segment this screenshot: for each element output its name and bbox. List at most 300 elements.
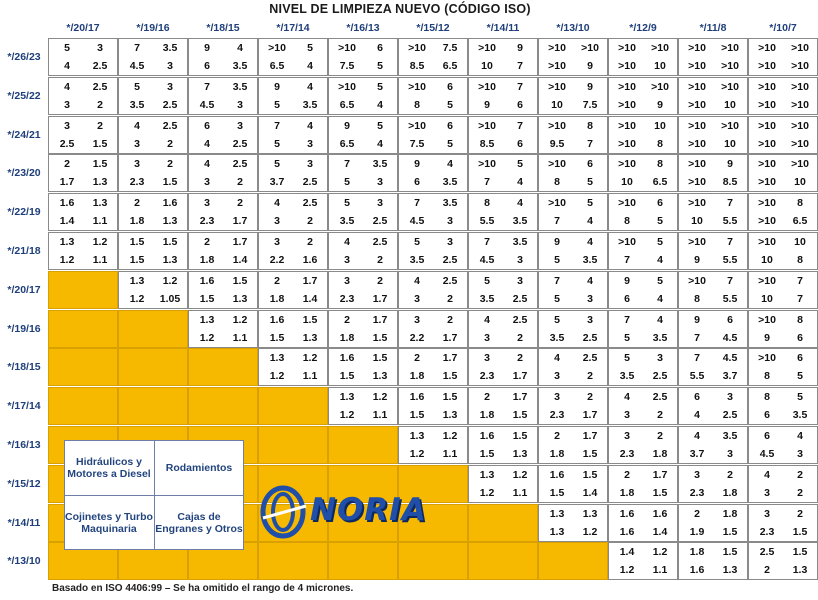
cell-value: 5 <box>344 197 350 210</box>
cell-value: 3.5 <box>409 254 425 266</box>
cell-value: 2.2 <box>409 331 425 344</box>
cell-value: 3 <box>134 137 140 150</box>
cell-value: 2 <box>237 176 243 189</box>
cell-value: >10 <box>268 42 286 54</box>
table-cell <box>188 232 258 270</box>
table-cell <box>748 38 818 76</box>
cell-value: 6.5 <box>442 60 458 72</box>
cell-value: 5 <box>587 176 593 189</box>
empty-cell <box>48 310 118 348</box>
cell-value: 10 <box>654 119 666 132</box>
table-cell <box>468 154 538 192</box>
table-cell <box>188 77 258 115</box>
cell-value: 2.5 <box>759 546 775 559</box>
cell-value: 1.5 <box>792 546 808 559</box>
empty-cell <box>258 426 328 464</box>
cell-value: 3 <box>307 137 313 150</box>
cell-value: 9 <box>587 60 593 72</box>
cell-value: 1.2 <box>339 409 355 422</box>
table-cell <box>398 271 468 309</box>
cell-value: 6 <box>764 430 770 442</box>
cell-value: 3.5 <box>162 42 178 54</box>
cell-value: 4.5 <box>722 331 738 344</box>
cell-value: 2 <box>167 158 173 171</box>
table-cell <box>468 426 538 464</box>
cell-value: 3 <box>764 507 770 520</box>
cell-value: 2 <box>657 409 663 422</box>
cell-value: 7 <box>204 80 210 93</box>
cell-value: 6 <box>204 119 210 132</box>
cell-value: 1.5 <box>92 137 108 150</box>
table-cell <box>608 271 678 309</box>
cell-value: 9 <box>554 236 560 248</box>
cell-value: 5 <box>447 137 453 150</box>
table-cell <box>398 426 468 464</box>
table-cell <box>118 193 188 231</box>
table-cell <box>468 232 538 270</box>
cell-value: >10 <box>758 236 776 248</box>
table-cell <box>48 38 118 76</box>
cell-value: 7 <box>134 42 140 54</box>
cell-value: 1.6 <box>652 507 668 520</box>
cell-value: 2 <box>587 391 593 404</box>
cell-value: 2 <box>97 119 103 132</box>
cell-value: 4 <box>274 197 280 210</box>
cell-value: >10 <box>651 42 669 54</box>
cell-value: 1.3 <box>372 370 388 383</box>
cell-value: 1.2 <box>129 292 145 305</box>
table-cell <box>468 77 538 115</box>
cell-value: >10 <box>688 119 706 132</box>
cell-value: 1.5 <box>549 486 565 499</box>
cell-value: 1.5 <box>162 176 178 189</box>
table-cell <box>188 310 258 348</box>
table-cell <box>258 310 328 348</box>
cell-value: 1.3 <box>442 409 458 422</box>
cell-value: 2.5 <box>442 254 458 266</box>
table-cell <box>608 77 678 115</box>
empty-cell <box>118 348 188 386</box>
table-cell <box>118 271 188 309</box>
cell-value: 3 <box>204 176 210 189</box>
cell-value: 1.2 <box>232 313 248 326</box>
cell-value: 4 <box>447 158 453 171</box>
table-cell <box>748 348 818 386</box>
cell-value: 7.5 <box>582 98 598 111</box>
cell-value: 8 <box>797 254 803 266</box>
noria-drop-icon <box>258 484 318 544</box>
cell-value: 2 <box>307 215 313 228</box>
cell-value: >10 <box>408 80 426 93</box>
cell-value: >10 <box>548 60 566 72</box>
cell-value: 3 <box>307 158 313 171</box>
cell-value: >10 <box>688 176 706 189</box>
cell-value: 1.7 <box>372 313 388 326</box>
table-cell <box>678 504 748 542</box>
column-header: */16/13 <box>346 22 380 34</box>
cell-value: 3 <box>554 370 560 383</box>
empty-cell <box>258 387 328 425</box>
empty-cell <box>328 542 398 580</box>
cell-value: >10 <box>618 197 636 210</box>
cell-value: 7 <box>797 292 803 305</box>
cell-value: 7 <box>694 331 700 344</box>
table-cell <box>538 348 608 386</box>
table-cell <box>48 232 118 270</box>
cell-value: 4 <box>307 80 313 93</box>
cell-value: 7 <box>484 236 490 248</box>
cell-value: >10 <box>688 197 706 210</box>
cell-value: 1.7 <box>582 409 598 422</box>
cell-value: >10 <box>338 80 356 93</box>
cell-value: 5.5 <box>479 215 495 228</box>
cell-value: 2 <box>344 313 350 326</box>
cell-value: 2 <box>694 507 700 520</box>
cell-value: 4 <box>797 430 803 442</box>
cell-value: 9.5 <box>549 137 565 150</box>
cell-value: 1.3 <box>92 197 108 210</box>
table-cell <box>398 38 468 76</box>
cell-value: 1.6 <box>479 430 495 442</box>
cell-value: 4 <box>377 98 383 111</box>
cell-value: 6 <box>727 313 733 326</box>
cell-value: 1.6 <box>339 352 355 365</box>
cell-value: >10 <box>791 60 809 72</box>
cell-value: 1.3 <box>792 564 808 577</box>
cell-value: 1.6 <box>302 254 318 266</box>
cell-value: 2.5 <box>232 137 248 150</box>
cell-value: 2 <box>657 430 663 442</box>
empty-cell <box>328 426 398 464</box>
cell-value: >10 <box>408 119 426 132</box>
cell-value: 1.6 <box>409 391 425 404</box>
cell-value: 1.5 <box>129 236 145 248</box>
cell-value: 1.3 <box>162 215 178 228</box>
cell-value: >10 <box>688 80 706 93</box>
legend-hydraulics: Hidráulicos y Motores a Diesel <box>67 456 151 480</box>
cell-value: 6 <box>447 80 453 93</box>
cell-value: >10 <box>758 197 776 210</box>
cell-value: 2.3 <box>199 215 215 228</box>
table-cell <box>468 38 538 76</box>
cell-value: 8.5 <box>479 137 495 150</box>
cell-value: 1.6 <box>619 525 635 538</box>
cell-value: 2 <box>167 137 173 150</box>
cell-value: >10 <box>791 119 809 132</box>
cell-value: 2.5 <box>722 409 738 422</box>
table-cell <box>538 426 608 464</box>
cell-value: 3 <box>484 331 490 344</box>
cell-value: 7 <box>414 197 420 210</box>
cell-value: 2 <box>274 274 280 287</box>
table-cell <box>398 387 468 425</box>
cell-value: 4 <box>414 274 420 287</box>
cell-value: 3 <box>517 274 523 287</box>
cell-value: 3.5 <box>372 158 388 171</box>
cell-value: 2.3 <box>689 486 705 499</box>
cell-value: 1.8 <box>619 486 635 499</box>
table-cell <box>398 77 468 115</box>
cell-value: 3 <box>484 352 490 365</box>
cell-value: 3 <box>727 391 733 404</box>
cell-value: >10 <box>548 158 566 171</box>
cell-value: 1.7 <box>652 468 668 481</box>
cell-value: >10 <box>791 80 809 93</box>
cell-value: 3.5 <box>652 331 668 344</box>
table-cell <box>188 116 258 154</box>
table-cell <box>608 193 678 231</box>
table-cell <box>748 271 818 309</box>
table-cell <box>258 348 328 386</box>
cell-value: 2 <box>307 236 313 248</box>
cell-value: 1.6 <box>199 274 215 287</box>
legend-box <box>64 440 244 550</box>
cell-value: 1.3 <box>269 352 285 365</box>
table-cell <box>678 426 748 464</box>
table-cell <box>398 348 468 386</box>
cell-value: 5 <box>377 119 383 132</box>
row-header: */20/17 <box>7 283 41 296</box>
cell-value: 5 <box>624 352 630 365</box>
cell-value: 1.5 <box>199 292 215 305</box>
cell-value: 1.3 <box>339 391 355 404</box>
cell-value: 1.5 <box>232 274 248 287</box>
cell-value: >10 <box>651 80 669 93</box>
cell-value: 5 <box>414 236 420 248</box>
cell-value: 1.3 <box>722 564 738 577</box>
cell-value: 6 <box>694 391 700 404</box>
cell-value: >10 <box>618 158 636 171</box>
cell-value: 7 <box>587 137 593 150</box>
cell-value: >10 <box>758 119 776 132</box>
cell-value: 10 <box>551 98 563 111</box>
cell-value: 1.6 <box>689 564 705 577</box>
cell-value: 3 <box>624 409 630 422</box>
cell-value: 4 <box>657 313 663 326</box>
table-cell <box>468 387 538 425</box>
cell-value: 6 <box>764 409 770 422</box>
cell-value: 10 <box>481 60 493 72</box>
cell-value: 1.2 <box>92 236 108 248</box>
cell-value: >10 <box>688 98 706 111</box>
table-cell <box>608 348 678 386</box>
cell-value: 7 <box>624 313 630 326</box>
cell-value: 3.5 <box>722 430 738 442</box>
cell-value: 2 <box>484 391 490 404</box>
cell-value: 3.5 <box>792 409 808 422</box>
cell-value: 1.8 <box>269 292 285 305</box>
cell-value: 2 <box>414 352 420 365</box>
cell-value: >10 <box>758 60 776 72</box>
cell-value: >10 <box>548 42 566 54</box>
table-cell <box>538 387 608 425</box>
cell-value: >10 <box>791 98 809 111</box>
cell-value: 6 <box>624 292 630 305</box>
table-cell <box>468 310 538 348</box>
cell-value: 2 <box>764 564 770 577</box>
cell-value: 6 <box>517 98 523 111</box>
cell-value: 1.6 <box>619 507 635 520</box>
cell-value: 4 <box>64 80 70 93</box>
cell-value: 3 <box>447 236 453 248</box>
table-cell <box>188 271 258 309</box>
cell-value: 1.8 <box>722 507 738 520</box>
cell-value: 5 <box>517 158 523 171</box>
cell-value: 3.5 <box>232 80 248 93</box>
column-header: */14/11 <box>486 22 520 34</box>
empty-cell <box>188 348 258 386</box>
cell-value: 10 <box>654 60 666 72</box>
cell-value: 2.5 <box>652 370 668 383</box>
cell-value: >10 <box>721 42 739 54</box>
table-cell <box>118 232 188 270</box>
cell-value: 1.8 <box>689 546 705 559</box>
cell-value: 2 <box>587 370 593 383</box>
cell-value: 1.7 <box>442 352 458 365</box>
table-cell <box>538 271 608 309</box>
cell-value: >10 <box>758 158 776 171</box>
cell-value: 3 <box>237 119 243 132</box>
cell-value: 6 <box>517 137 523 150</box>
cell-value: 1.1 <box>302 370 318 383</box>
table-cell <box>538 465 608 503</box>
cell-value: 4 <box>694 409 700 422</box>
cell-value: 1.4 <box>582 486 598 499</box>
cell-value: 6.5 <box>792 215 808 228</box>
cell-value: >10 <box>618 42 636 54</box>
cell-value: 8 <box>657 158 663 171</box>
cell-value: 4 <box>694 430 700 442</box>
cell-value: 1.5 <box>92 158 108 171</box>
footnote: Basado en ISO 4406:99 – Se ha omitido el rango de 4 micrones. <box>52 583 354 594</box>
cell-value: >10 <box>758 137 776 150</box>
cell-value: 4 <box>517 176 523 189</box>
cell-value: 6.5 <box>269 60 285 72</box>
empty-cell <box>468 504 538 542</box>
table-cell <box>608 38 678 76</box>
table-cell <box>678 271 748 309</box>
cell-value: 6.5 <box>652 176 668 189</box>
row-header: */21/18 <box>7 245 41 257</box>
cell-value: 1.5 <box>302 313 318 326</box>
table-cell <box>678 232 748 270</box>
cell-value: 1.4 <box>232 254 248 266</box>
cell-value: 3 <box>204 197 210 210</box>
cell-value: >10 <box>548 197 566 210</box>
table-cell <box>398 232 468 270</box>
table-cell <box>328 310 398 348</box>
table-cell <box>538 504 608 542</box>
cell-value: 1.8 <box>722 486 738 499</box>
cell-value: 3.5 <box>512 215 528 228</box>
cell-value: >10 <box>478 80 496 93</box>
cell-value: 9 <box>624 274 630 287</box>
cell-value: >10 <box>688 60 706 72</box>
cell-value: 5 <box>274 158 280 171</box>
table-cell <box>118 154 188 192</box>
cell-value: 7 <box>727 236 733 248</box>
cell-value: 10 <box>794 176 806 189</box>
cell-value: 2.5 <box>652 391 668 404</box>
cell-value: 5.5 <box>722 292 738 305</box>
cell-value: 5 <box>657 274 663 287</box>
legend-bearings: Rodamientos <box>165 462 233 474</box>
cell-value: 2 <box>64 158 70 171</box>
cell-value: 1.4 <box>652 525 668 538</box>
cell-value: 1.6 <box>162 197 178 210</box>
cell-value: 8 <box>624 215 630 228</box>
cell-value: 3 <box>134 158 140 171</box>
table-cell <box>678 310 748 348</box>
cell-value: 2.5 <box>372 236 388 248</box>
cell-value: 10 <box>621 176 633 189</box>
cell-value: 7 <box>517 80 523 93</box>
cell-value: 2 <box>97 98 103 111</box>
cell-value: 1.7 <box>232 215 248 228</box>
cell-value: 5 <box>797 391 803 404</box>
cell-value: 5 <box>554 292 560 305</box>
cell-value: 1.3 <box>162 254 178 266</box>
cell-value: 8 <box>484 197 490 210</box>
cell-value: 3.7 <box>269 176 285 189</box>
cell-value: 1.2 <box>372 391 388 404</box>
cell-value: 2.3 <box>479 370 495 383</box>
cell-value: 3.7 <box>722 370 738 383</box>
cell-value: 2.2 <box>269 254 285 266</box>
cell-value: 4 <box>587 215 593 228</box>
empty-cell <box>48 348 118 386</box>
cell-value: 4 <box>64 60 70 72</box>
cell-value: 2 <box>134 197 140 210</box>
cell-value: 1.2 <box>199 331 215 344</box>
cell-value: 3 <box>587 313 593 326</box>
cell-value: 3 <box>414 313 420 326</box>
table-cell <box>468 348 538 386</box>
table-cell <box>678 465 748 503</box>
table-cell <box>748 542 818 580</box>
table-cell <box>748 193 818 231</box>
cell-value: 4 <box>344 236 350 248</box>
table-cell <box>608 387 678 425</box>
cell-value: 3 <box>517 254 523 266</box>
cell-value: >10 <box>758 313 776 326</box>
cell-value: 1.1 <box>652 564 668 577</box>
cell-value: >10 <box>688 137 706 150</box>
row-header: */18/15 <box>7 361 41 374</box>
cell-value: 3 <box>414 292 420 305</box>
cell-value: 3 <box>727 448 733 460</box>
cell-value: 1.2 <box>302 352 318 365</box>
row-header: */16/13 <box>7 439 41 451</box>
cell-value: >10 <box>791 42 809 54</box>
table-cell <box>608 154 678 192</box>
column-header: */19/16 <box>136 22 170 34</box>
empty-cell <box>538 542 608 580</box>
cell-value: 2.5 <box>162 119 178 132</box>
cell-value: 2 <box>377 254 383 266</box>
cell-value: 7 <box>517 119 523 132</box>
table-cell <box>118 38 188 76</box>
cell-value: >10 <box>688 158 706 171</box>
cell-value: >10 <box>758 80 776 93</box>
cell-value: 7.5 <box>442 42 458 54</box>
cell-value: 2.5 <box>162 98 178 111</box>
cell-value: 3.5 <box>129 98 145 111</box>
cell-value: 10 <box>724 137 736 150</box>
cell-value: 1.5 <box>722 546 738 559</box>
cell-value: 3.5 <box>479 292 495 305</box>
table-cell <box>538 77 608 115</box>
